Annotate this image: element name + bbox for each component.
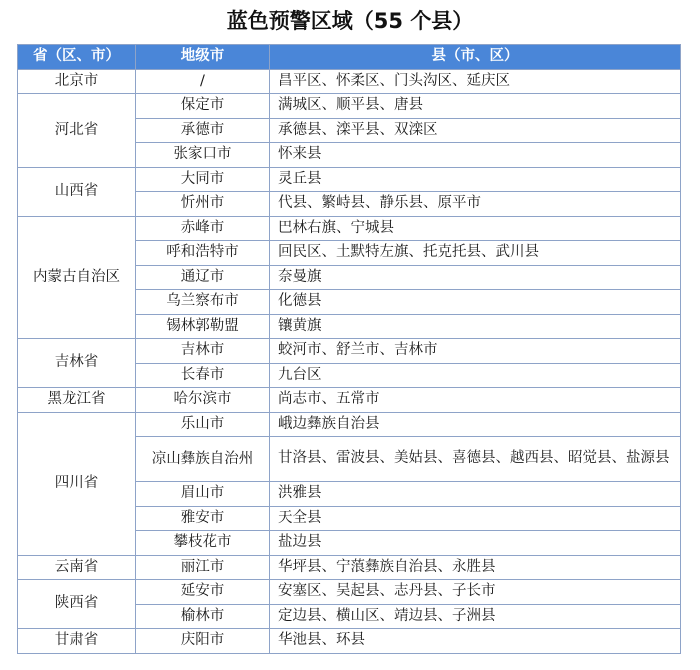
city-cell: 榆林市 — [136, 604, 270, 629]
province-cell: 内蒙古自治区 — [18, 216, 136, 339]
province-cell: 北京市 — [18, 69, 136, 94]
county-cell: 承德县、滦平县、双滦区 — [270, 118, 681, 143]
city-cell: 眉山市 — [136, 482, 270, 507]
city-cell: 哈尔滨市 — [136, 388, 270, 413]
city-cell: 大同市 — [136, 167, 270, 192]
header-county: 县（市、区） — [270, 45, 681, 70]
county-cell: 尚志市、五常市 — [270, 388, 681, 413]
page-title: 蓝色预警区域（55 个县） — [226, 9, 474, 33]
city-cell: 吉林市 — [136, 339, 270, 364]
table-row — [18, 167, 681, 192]
city-cell: 承德市 — [136, 118, 270, 143]
county-cell: 蛟河市、舒兰市、吉林市 — [270, 339, 681, 364]
province-cell: 吉林省 — [18, 339, 136, 388]
county-cell: 九台区 — [270, 363, 681, 388]
city-cell: 通辽市 — [136, 265, 270, 290]
province-cell: 陕西省 — [18, 580, 136, 629]
province-cell: 山西省 — [18, 167, 136, 216]
county-cell: 华坪县、宁蒗彝族自治县、永胜县 — [270, 555, 681, 580]
city-cell: 保定市 — [136, 94, 270, 119]
city-cell: 攀枝花市 — [136, 531, 270, 556]
city-cell: 忻州市 — [136, 192, 270, 217]
county-cell: 化德县 — [270, 290, 681, 315]
province-cell: 甘肃省 — [18, 629, 136, 654]
header-province: 省（区、市） — [18, 45, 136, 70]
county-cell: 洪雅县 — [270, 482, 681, 507]
city-cell: 庆阳市 — [136, 629, 270, 654]
county-cell: 昌平区、怀柔区、门头沟区、延庆区 — [270, 69, 681, 94]
table-row — [18, 388, 681, 413]
city-cell: 凉山彝族自治州 — [136, 437, 270, 482]
county-cell: 华池县、环县 — [270, 629, 681, 654]
city-cell: 赤峰市 — [136, 216, 270, 241]
city-cell: 长春市 — [136, 363, 270, 388]
city-cell: 张家口市 — [136, 143, 270, 168]
table-row — [18, 629, 681, 654]
province-cell: 云南省 — [18, 555, 136, 580]
county-cell: 怀来县 — [270, 143, 681, 168]
county-cell: 回民区、土默特左旗、托克托县、武川县 — [270, 241, 681, 266]
province-cell: 河北省 — [18, 94, 136, 168]
county-cell: 满城区、顺平县、唐县 — [270, 94, 681, 119]
county-cell: 代县、繁峙县、静乐县、原平市 — [270, 192, 681, 217]
city-cell: 乐山市 — [136, 412, 270, 437]
county-cell: 天全县 — [270, 506, 681, 531]
table-row — [18, 94, 681, 119]
city-cell: 呼和浩特市 — [136, 241, 270, 266]
province-cell: 黑龙江省 — [18, 388, 136, 413]
table-row — [18, 412, 681, 437]
county-cell: 峨边彝族自治县 — [270, 412, 681, 437]
city-cell: 乌兰察布市 — [136, 290, 270, 315]
county-cell: 灵丘县 — [270, 167, 681, 192]
county-cell: 盐边县 — [270, 531, 681, 556]
county-cell: 奈曼旗 — [270, 265, 681, 290]
table-row — [18, 216, 681, 241]
table-header-row — [18, 45, 681, 70]
table-body — [18, 69, 681, 653]
county-cell: 甘洛县、雷波县、美姑县、喜德县、越西县、昭觉县、盐源县 — [270, 437, 681, 482]
county-cell: 镶黄旗 — [270, 314, 681, 339]
city-cell: 锡林郭勒盟 — [136, 314, 270, 339]
city-cell: 延安市 — [136, 580, 270, 605]
province-cell: 四川省 — [18, 412, 136, 555]
table-row — [18, 339, 681, 364]
county-cell: 定边县、横山区、靖边县、子洲县 — [270, 604, 681, 629]
county-cell: 安塞区、吴起县、志丹县、子长市 — [270, 580, 681, 605]
county-cell: 巴林右旗、宁城县 — [270, 216, 681, 241]
table-row — [18, 555, 681, 580]
table-row — [18, 69, 681, 94]
city-cell: / — [136, 69, 270, 94]
warning-region-table — [17, 44, 681, 654]
table-row — [18, 580, 681, 605]
city-cell: 雅安市 — [136, 506, 270, 531]
city-cell: 丽江市 — [136, 555, 270, 580]
header-city: 地级市 — [136, 45, 270, 70]
